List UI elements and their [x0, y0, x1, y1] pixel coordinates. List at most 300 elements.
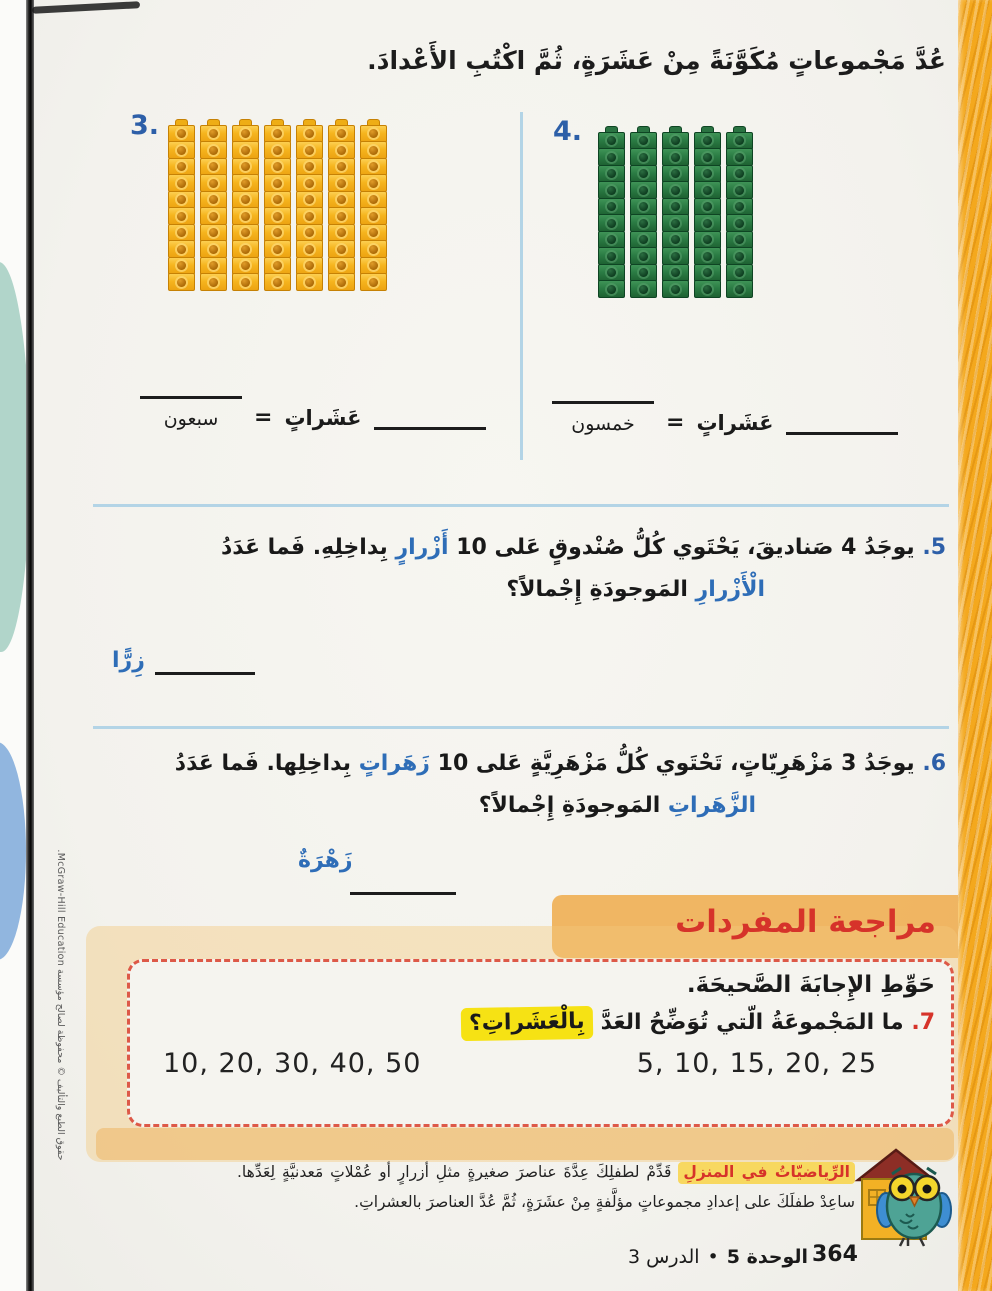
counting-cube [264, 174, 291, 192]
cube-dot [671, 268, 680, 277]
counting-cube [694, 264, 721, 282]
counting-cube [726, 181, 753, 199]
footer-separator: • [707, 1246, 719, 1268]
highlighted-vocab-word: بِالْعَشَراتِ؟ [461, 1006, 593, 1041]
cube-dot [305, 195, 314, 204]
cube-dot [337, 261, 346, 270]
cube-dot [273, 129, 282, 138]
cube-dot [671, 202, 680, 211]
counting-cube [598, 181, 625, 199]
cube-tower [232, 119, 259, 291]
cube-dot [241, 162, 250, 171]
counting-cube [726, 165, 753, 183]
counting-cube [694, 181, 721, 199]
counting-cube [232, 191, 259, 209]
counting-cube [232, 141, 259, 159]
counting-cube [662, 280, 689, 298]
counting-cube [168, 158, 195, 176]
counting-cube [598, 264, 625, 282]
problem-4-number-word: خمسون [571, 413, 635, 435]
counting-cube [662, 165, 689, 183]
counting-cube [662, 214, 689, 232]
counting-cube [630, 280, 657, 298]
counting-cube [328, 174, 355, 192]
counting-cube [168, 191, 195, 209]
tens-label: عَشَراتٍ [696, 411, 774, 435]
problem-6-answer-blank[interactable] [350, 858, 456, 895]
decorative-orange-band [958, 0, 992, 1291]
cube-dot [369, 129, 378, 138]
cube-dot [241, 212, 250, 221]
counting-cube [662, 247, 689, 265]
cube-dot [703, 169, 712, 178]
cube-dot [607, 153, 616, 162]
cube-tower [264, 119, 291, 291]
counting-cube [328, 273, 355, 291]
problem-4-tens-blank[interactable] [552, 367, 654, 404]
page-edge-blue-blob [0, 742, 26, 960]
cube-dot [273, 245, 282, 254]
counting-cube [630, 181, 657, 199]
cube-dot [337, 129, 346, 138]
cube-dot [639, 169, 648, 178]
cube-dot [671, 252, 680, 261]
cube-dot [735, 186, 744, 195]
counting-cube [630, 165, 657, 183]
equals-sign: = [254, 405, 273, 430]
cube-tower [662, 126, 689, 298]
counting-cube [598, 214, 625, 232]
cube-dot [177, 278, 186, 287]
cube-tower [328, 119, 355, 291]
counting-cube [296, 141, 323, 159]
counting-cube [662, 181, 689, 199]
cube-dot [273, 146, 282, 155]
counting-cube [264, 224, 291, 242]
cube-dot [273, 195, 282, 204]
cube-dot [671, 235, 680, 244]
counting-cube [296, 224, 323, 242]
problem-3-tens-blank[interactable] [140, 362, 242, 399]
cube-dot [703, 136, 712, 145]
vocab-word-flowers: الزَّهَراتِ [667, 792, 756, 818]
circle-answer-instruction: حَوِّطِ الإِجابَةَ الصَّحيحَةَ. [686, 972, 935, 998]
cube-dot [369, 245, 378, 254]
counting-cube [694, 132, 721, 150]
counting-cube [598, 165, 625, 183]
cube-dot [273, 162, 282, 171]
counting-cube [360, 207, 387, 225]
cube-dot [369, 212, 378, 221]
counting-cube [360, 240, 387, 258]
counting-cube [232, 257, 259, 275]
counting-cube [168, 240, 195, 258]
counting-cube [726, 247, 753, 265]
cube-dot [273, 212, 282, 221]
cube-dot [639, 235, 648, 244]
cube-tower [630, 126, 657, 298]
counting-cube [296, 191, 323, 209]
cube-dot [639, 186, 648, 195]
cube-dot [177, 245, 186, 254]
cube-dot [209, 228, 218, 237]
cube-dot [703, 202, 712, 211]
cube-dot [671, 169, 680, 178]
cube-dot [735, 136, 744, 145]
problem-6-unit-word: زَهْرَةٌ [298, 848, 353, 873]
counting-cube [264, 125, 291, 143]
cube-dot [209, 261, 218, 270]
counting-cube [694, 280, 721, 298]
counting-cube [200, 224, 227, 242]
cube-dot [735, 202, 744, 211]
counting-cube [360, 141, 387, 159]
counting-cube [360, 224, 387, 242]
cube-dot [735, 219, 744, 228]
cube-dot [241, 228, 250, 237]
counting-cube [726, 214, 753, 232]
cube-dot [671, 186, 680, 195]
counting-cube [694, 247, 721, 265]
cube-dot [241, 261, 250, 270]
counting-cube [168, 125, 195, 143]
cube-dot [607, 252, 616, 261]
cube-dot [703, 268, 712, 277]
counting-cube [726, 231, 753, 249]
cube-dot [209, 179, 218, 188]
tens-label: عَشَراتٍ [284, 406, 362, 430]
counting-cube [328, 158, 355, 176]
copyright-text: حقوق الطبع والتأليف © محفوظة لصالح مؤسسة McGraw-Hill Education. [55, 849, 66, 1161]
counting-cube [232, 273, 259, 291]
counting-cube [264, 257, 291, 275]
cube-dot [337, 146, 346, 155]
counting-cube [328, 240, 355, 258]
counting-cube [232, 207, 259, 225]
problem-4-answer-row [552, 367, 898, 435]
cube-dot [671, 153, 680, 162]
cube-dot [671, 219, 680, 228]
cube-dot [177, 261, 186, 270]
counting-cube [694, 231, 721, 249]
counting-cube [168, 174, 195, 192]
counting-cube [662, 198, 689, 216]
section-divider [93, 504, 949, 507]
cube-dot [273, 228, 282, 237]
counting-cube [630, 247, 657, 265]
counting-cube [296, 273, 323, 291]
cube-dot [305, 179, 314, 188]
cube-dot [305, 261, 314, 270]
cube-tower [598, 126, 625, 298]
problem-5-answer-row [112, 638, 255, 675]
cube-dot [209, 162, 218, 171]
counting-cube [264, 240, 291, 258]
counting-cube [694, 148, 721, 166]
math-at-home-text: الرِّياضيّاتُ في المنزلِ قَدِّمْ لطفلِكَ عِدَّةَ عناصرَ صغيرةٍ مثلِ أزرارٍ أو عُمْلاتٍ مَعدنيَّةٍ لِعَدِّها. ساعِدْ طفلَكَ على إعدادِ مجموعاتٍ مؤلَّفةٍ مِنْ عشَرَةٍ، ثُمَّ عُدَّ العناصرَ بالعشراتِ. [237, 1163, 855, 1212]
cube-towers-group-yellow [168, 119, 387, 291]
counting-cube [296, 240, 323, 258]
cube-dot [607, 235, 616, 244]
answer-option-counting-by-tens[interactable]: 10, 20, 30, 40, 50 [163, 1048, 422, 1079]
cube-tower [168, 119, 195, 291]
cube-dot [639, 136, 648, 145]
counting-cube [598, 132, 625, 150]
cube-dot [337, 245, 346, 254]
counting-cube [360, 125, 387, 143]
problem-3-total-blank[interactable] [374, 393, 486, 430]
counting-cube [694, 165, 721, 183]
cube-dot [369, 162, 378, 171]
directions-text: عُدَّ مَجْموعاتٍ مُكَوَّنَةً مِنْ عَشَرَةٍ، ثُمَّ اكْتُبِ الأَعْدادَ. [367, 46, 946, 75]
cube-dot [369, 195, 378, 204]
counting-cube [328, 224, 355, 242]
cube-dot [369, 146, 378, 155]
counting-cube [328, 125, 355, 143]
cube-dot [305, 146, 314, 155]
cube-dot [639, 252, 648, 261]
problem-5-answer-blank[interactable] [155, 638, 255, 675]
vocabulary-review-title: مراجعة المفردات [675, 904, 936, 940]
counting-cube [296, 158, 323, 176]
cube-dot [209, 195, 218, 204]
counting-cube [662, 132, 689, 150]
problem-6-text: 6. يوجَدُ 3 مَزْهَرِيّاتٍ، تَحْتَوي كُلُّ مَزْهَرِيَّةٍ عَلى 10 زَهَراتٍ بِداخِلِها. فَما عَدَدُ الزَّهَراتِ المَوجودَةِ إِجْمالاً؟ [174, 751, 946, 818]
cube-dot [337, 162, 346, 171]
cube-dot [703, 186, 712, 195]
vocab-word-flowers: زَهَراتٍ [358, 751, 430, 776]
cube-dot [177, 195, 186, 204]
cube-dot [639, 202, 648, 211]
cube-dot [735, 169, 744, 178]
counting-cube [232, 240, 259, 258]
cube-dot [735, 268, 744, 277]
counting-cube [360, 191, 387, 209]
vocab-word-buttons: الْأَزْرارِ [695, 576, 765, 602]
cube-dot [607, 136, 616, 145]
counting-cube [296, 257, 323, 275]
counting-cube [232, 158, 259, 176]
counting-cube [264, 191, 291, 209]
problem-7-text: 7. ما المَجْموعَةُ الّتي تُوَضِّحُ العَدَّ بِالْعَشَراتِ؟ [146, 1007, 935, 1040]
cube-dot [735, 285, 744, 294]
answer-option-counting-by-fives[interactable]: 5, 10, 15, 20, 25 [636, 1048, 877, 1079]
problem-3-answer-row [140, 362, 486, 430]
cube-dot [177, 228, 186, 237]
cube-dot [209, 146, 218, 155]
cube-dot [305, 162, 314, 171]
counting-cube [726, 148, 753, 166]
counting-cube [200, 257, 227, 275]
cube-dot [337, 195, 346, 204]
cube-dot [241, 146, 250, 155]
counting-cube [232, 125, 259, 143]
column-divider [520, 112, 523, 460]
cube-dot [305, 228, 314, 237]
vocab-word-buttons: أَزْرارٍ [395, 535, 449, 560]
cube-dot [703, 153, 712, 162]
counting-cube [232, 174, 259, 192]
counting-cube [630, 132, 657, 150]
cube-dot [369, 261, 378, 270]
counting-cube [726, 264, 753, 282]
counting-cube [360, 273, 387, 291]
counting-cube [694, 198, 721, 216]
counting-cube [598, 280, 625, 298]
counting-cube [200, 174, 227, 192]
cube-dot [305, 245, 314, 254]
problem-5-number: 5. [922, 535, 946, 560]
footer-unit-lesson [628, 1246, 808, 1268]
page-left-margin [0, 0, 26, 1291]
counting-cube [630, 231, 657, 249]
footer-lesson: الدرس 3 [628, 1246, 700, 1268]
cube-dot [241, 129, 250, 138]
cube-dot [671, 136, 680, 145]
counting-cube [662, 231, 689, 249]
cube-tower [296, 119, 323, 291]
cube-dot [305, 278, 314, 287]
counting-cube [630, 214, 657, 232]
problem-5-text: 5. يوجَدُ 4 صَناديقَ، يَحْتَوي كُلُّ صُنْدوقٍ عَلى 10 أَزْرارٍ بِداخِلِهِ. فَما عَدَدُ الْأَزْرارِ المَوجودَةِ إِجْمالاً؟ [220, 535, 946, 602]
cube-dot [241, 245, 250, 254]
problem-7-number: 7. [911, 1010, 935, 1035]
counting-cube [726, 132, 753, 150]
page-number: 364 [812, 1242, 858, 1267]
counting-cube [168, 257, 195, 275]
cube-dot [209, 278, 218, 287]
cube-dot [177, 179, 186, 188]
counting-cube [200, 141, 227, 159]
counting-cube [328, 257, 355, 275]
cube-dot [241, 278, 250, 287]
cube-dot [177, 162, 186, 171]
counting-cube [168, 224, 195, 242]
problem-6-number: 6. [922, 751, 946, 776]
counting-cube [328, 141, 355, 159]
counting-cube [598, 148, 625, 166]
cube-dot [177, 129, 186, 138]
cube-dot [703, 285, 712, 294]
counting-cube [264, 273, 291, 291]
problem-3-number: 3. [130, 110, 160, 141]
cube-tower [726, 126, 753, 298]
counting-cube [598, 247, 625, 265]
cube-dot [337, 278, 346, 287]
counting-cube [662, 264, 689, 282]
counting-cube [200, 158, 227, 176]
cube-dot [177, 212, 186, 221]
counting-cube [200, 240, 227, 258]
math-at-home-house-owl-icon [852, 1146, 958, 1248]
counting-cube [360, 174, 387, 192]
cube-dot [177, 146, 186, 155]
counting-cube [598, 198, 625, 216]
counting-cube [200, 125, 227, 143]
cube-dot [369, 179, 378, 188]
counting-cube [360, 257, 387, 275]
answer-options-row [146, 1048, 935, 1079]
counting-cube [264, 158, 291, 176]
cube-dot [671, 285, 680, 294]
cube-dot [607, 285, 616, 294]
cube-dot [209, 212, 218, 221]
equals-sign: = [666, 410, 685, 435]
counting-cube [726, 198, 753, 216]
vocabulary-review-box [127, 959, 954, 1127]
counting-cube [630, 264, 657, 282]
cube-tower [694, 126, 721, 298]
counting-cube [200, 191, 227, 209]
cube-dot [735, 153, 744, 162]
cube-dot [607, 202, 616, 211]
counting-cube [598, 231, 625, 249]
cube-dot [209, 129, 218, 138]
cube-dot [337, 212, 346, 221]
cube-dot [241, 179, 250, 188]
counting-cube [168, 207, 195, 225]
cube-dot [639, 268, 648, 277]
footer-unit: الوحدة 5 [726, 1246, 809, 1268]
counting-cube [200, 273, 227, 291]
counting-cube [200, 207, 227, 225]
problem-4-total-blank[interactable] [786, 398, 898, 435]
problem-3-number-word: سبعون [163, 408, 219, 430]
counting-cube [328, 191, 355, 209]
cube-dot [607, 219, 616, 228]
section-divider [93, 726, 949, 729]
counting-cube [662, 148, 689, 166]
book-binding-shadow [26, 0, 34, 1291]
cube-dot [209, 245, 218, 254]
counting-cube [360, 158, 387, 176]
cube-dot [735, 235, 744, 244]
counting-cube [296, 174, 323, 192]
counting-cube [630, 198, 657, 216]
problem-4-number: 4. [553, 116, 583, 147]
cube-tower [200, 119, 227, 291]
cube-dot [703, 252, 712, 261]
counting-cube [232, 224, 259, 242]
cube-towers-group-green [598, 126, 753, 298]
counting-cube [726, 280, 753, 298]
problem-5-unit-word: زِرًّا [112, 648, 145, 673]
cube-tower [360, 119, 387, 291]
cube-dot [337, 228, 346, 237]
cube-dot [241, 195, 250, 204]
cube-dot [639, 219, 648, 228]
cube-dot [607, 169, 616, 178]
counting-cube [694, 214, 721, 232]
cube-dot [273, 278, 282, 287]
cube-dot [735, 252, 744, 261]
cube-dot [639, 285, 648, 294]
counting-cube [264, 207, 291, 225]
cube-dot [337, 179, 346, 188]
orange-highlight-wash [96, 1128, 954, 1160]
cube-dot [305, 129, 314, 138]
counting-cube [168, 141, 195, 159]
math-at-home-label: الرِّياضيّاتُ في المنزلِ [678, 1162, 855, 1184]
cube-dot [273, 179, 282, 188]
counting-cube [630, 148, 657, 166]
cube-dot [703, 235, 712, 244]
cube-dot [369, 278, 378, 287]
counting-cube [296, 207, 323, 225]
scan-corner-mark [32, 1, 140, 14]
counting-cube [264, 141, 291, 159]
cube-dot [703, 219, 712, 228]
